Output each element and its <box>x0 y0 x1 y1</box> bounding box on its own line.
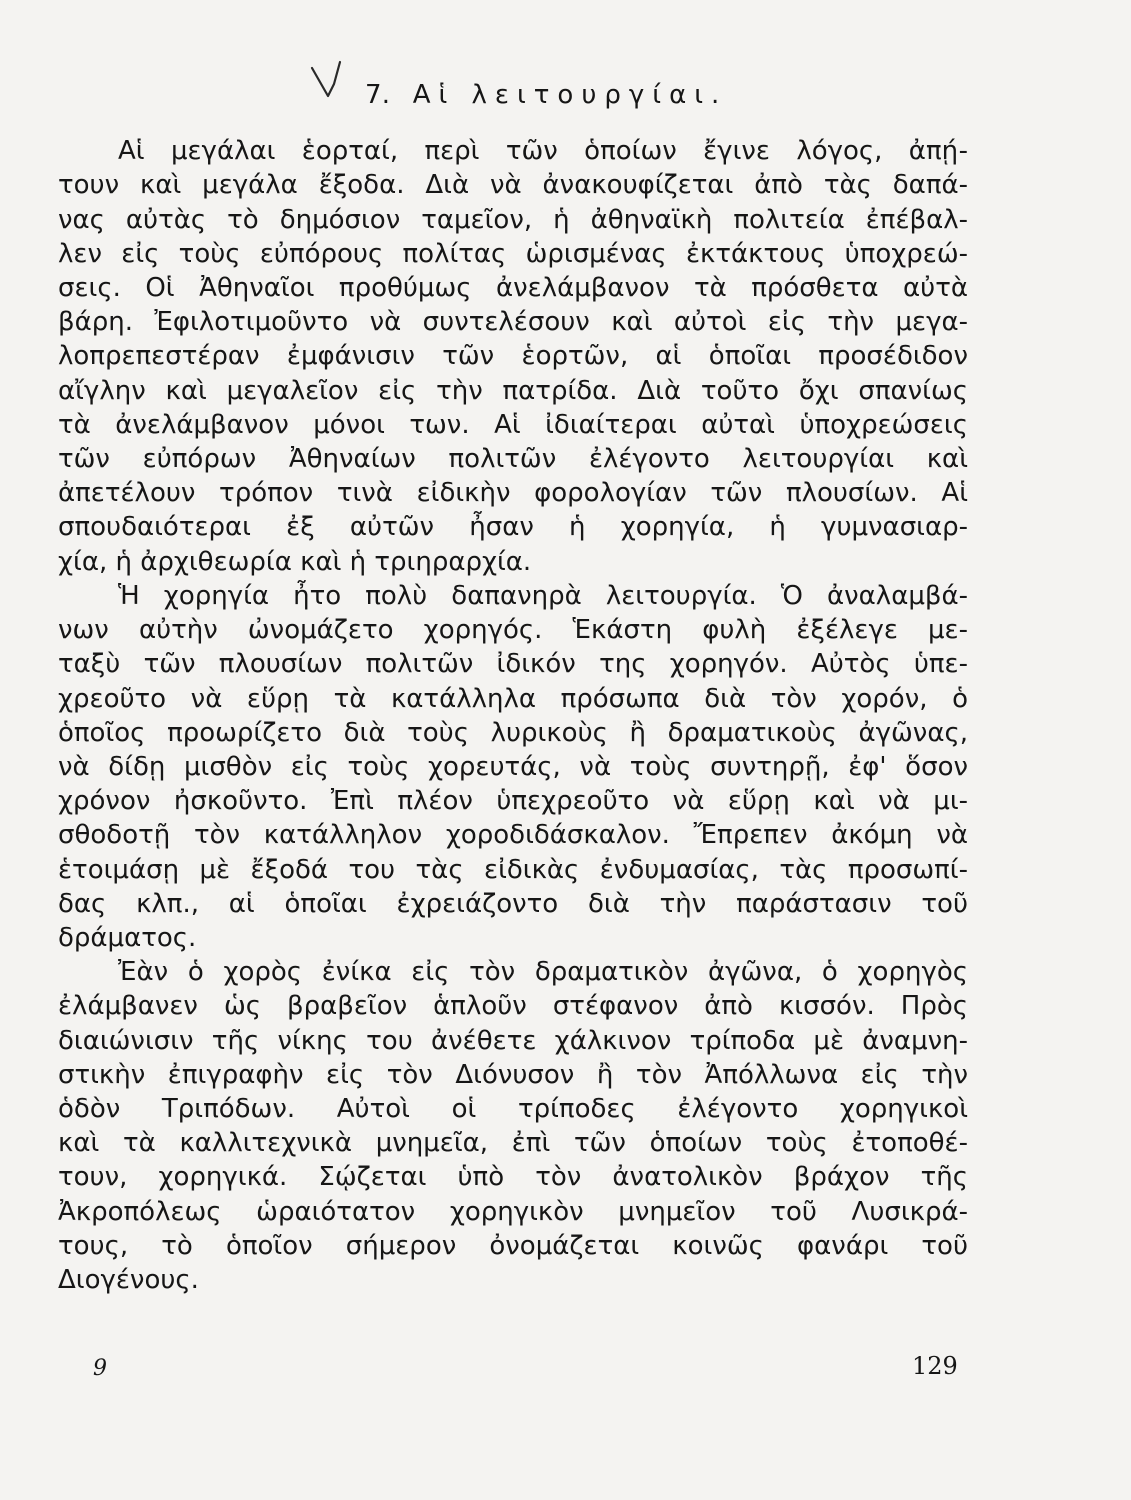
text-line: τῶν εὐπόρων Ἀθηναίων πολιτῶν ἐλέγοντο λειτουργίαι καὶ <box>58 444 968 474</box>
text-line: Ἀκροπόλεως ὡραιότατον χορηγικὸν μνημεῖον τοῦ Λυσικρά- <box>58 1197 968 1227</box>
text-line: σπουδαιότεραι ἐξ αὐτῶν ἦσαν ἡ χορηγία, ἡ γυμνασιαρ- <box>58 512 968 542</box>
text-line: ἀπετέλουν τρόπον τινὰ εἰδικὴν φορολογίαν τῶν πλουσίων. Αἱ <box>58 478 968 508</box>
text-line: τουν, χορηγικά. Σῴζεται ὑπὸ τὸν ἀνατολικὸν βράχον τῆς <box>58 1162 968 1192</box>
text-line: νων αὐτὴν ὠνομάζετο χορηγός. Ἑκάστη φυλὴ ἐξέλεγε με- <box>58 615 968 645</box>
text-line: ταξὺ τῶν πλουσίων πολιτῶν ἰδικόν της χορηγόν. Αὐτὸς ὑπε- <box>58 649 968 679</box>
text-line: τὰ ἀνελάμβανον μόνοι των. Αἱ ἰδιαίτεραι αὐταὶ ὑποχρεώσεις <box>58 410 968 440</box>
section-title: Αἱ λειτουργίαι. <box>412 80 728 110</box>
text-line: Ἡ χορηγία ἦτο πολὺ δαπανηρὰ λειτουργία. Ὁ ἀναλαμβά- <box>118 581 968 611</box>
signature-mark: 9 <box>93 1356 107 1381</box>
text-line: σθοδοτῇ τὸν κατάλληλον χοροδιδάσκαλον. Ἔπρεπεν ἀκόμη νὰ <box>58 820 968 850</box>
text-line: ἑτοιμάσῃ μὲ ἔξοδά του τὰς εἰδικὰς ἐνδυμασίας, τὰς προσωπί- <box>58 855 968 885</box>
text-line: δράματος. <box>58 923 197 953</box>
text-line: αἴγλην καὶ μεγαλεῖον εἰς τὴν πατρίδα. Διὰ τοῦτο ὄχι σπανίως <box>58 376 968 406</box>
text-line: ὁδὸν Τριπόδων. Αὐτοὶ οἱ τρίποδες ἐλέγοντο χορηγικοὶ <box>58 1094 968 1124</box>
text-line: λεν εἰς τοὺς εὐπόρους πολίτας ὡρισμένας ἐκτάκτους ὑποχρεώ- <box>58 239 968 269</box>
text-line: βάρη. Ἐφιλοτιμοῦντο νὰ συντελέσουν καὶ αὐτοὶ εἰς τὴν μεγα- <box>58 307 968 337</box>
text-line: χρεοῦτο νὰ εὕρῃ τὰ κατάλληλα πρόσωπα διὰ τὸν χορόν, ὁ <box>58 684 968 714</box>
section-number: 7. <box>365 80 391 110</box>
text-line: ἐλάμβανεν ὡς βραβεῖον ἁπλοῦν στέφανον ἀπὸ κισσόν. Πρὸς <box>58 991 968 1021</box>
pencil-checkmark-icon <box>310 60 360 110</box>
text-line: νας αὐτὰς τὸ δημόσιον ταμεῖον, ἡ ἀθηναϊκὴ πολιτεία ἐπέβαλ- <box>58 205 968 235</box>
page-number: 129 <box>912 1352 958 1380</box>
text-line: διαιώνισιν τῆς νίκης του ἀνέθετε χάλκινον τρίποδα μὲ ἀναμνη- <box>58 1026 968 1056</box>
text-line: ὁποῖος προωρίζετο διὰ τοὺς λυρικοὺς ἢ δραματικοὺς ἀγῶνας, <box>58 718 968 748</box>
text-line: στικὴν ἐπιγραφὴν εἰς τὸν Διόνυσον ἢ τὸν Ἀπόλλωνα εἰς τὴν <box>58 1060 968 1090</box>
text-line: χρόνον ἠσκοῦντο. Ἐπὶ πλέον ὑπεχρεοῦτο νὰ εὕρῃ καὶ νὰ μι- <box>58 786 968 816</box>
text-line: Ἐὰν ὁ χορὸς ἐνίκα εἰς τὸν δραματικὸν ἀγῶνα, ὁ χορηγὸς <box>118 957 968 987</box>
text-line: νὰ δίδῃ μισθὸν εἰς τοὺς χορευτάς, νὰ τοὺς συντηρῇ, ἐφ' ὅσον <box>58 752 968 782</box>
text-line: δας κλπ., αἱ ὁποῖαι ἐχρειάζοντο διὰ τὴν παράστασιν τοῦ <box>58 889 968 919</box>
text-line: Διογένους. <box>58 1265 199 1295</box>
text-line: σεις. Οἱ Ἀθηναῖοι προθύμως ἀνελάμβανον τὰ πρόσθετα αὐτὰ <box>58 273 968 303</box>
text-line: Αἱ μεγάλαι ἑορταί, περὶ τῶν ὁποίων ἔγινε λόγος, ἀπῄ- <box>118 136 968 166</box>
text-line: λοπρεπεστέραν ἐμφάνισιν τῶν ἑορτῶν, αἱ ὁποῖαι προσέδιδον <box>58 341 968 371</box>
text-line: καὶ τὰ καλλιτεχνικὰ μνημεῖα, ἐπὶ τῶν ὁποίων τοὺς ἐτοποθέ- <box>58 1128 968 1158</box>
text-line: χία, ἡ ἀρχιθεωρία καὶ ἡ τριηραρχία. <box>58 547 532 577</box>
text-line: τουν καὶ μεγάλα ἔξοδα. Διὰ νὰ ἀνακουφίζεται ἀπὸ τὰς δαπά- <box>58 170 968 200</box>
section-heading <box>365 80 727 110</box>
text-line: τους, τὸ ὁποῖον σήμερον ὀνομάζεται κοινῶς φανάρι τοῦ <box>58 1231 968 1261</box>
